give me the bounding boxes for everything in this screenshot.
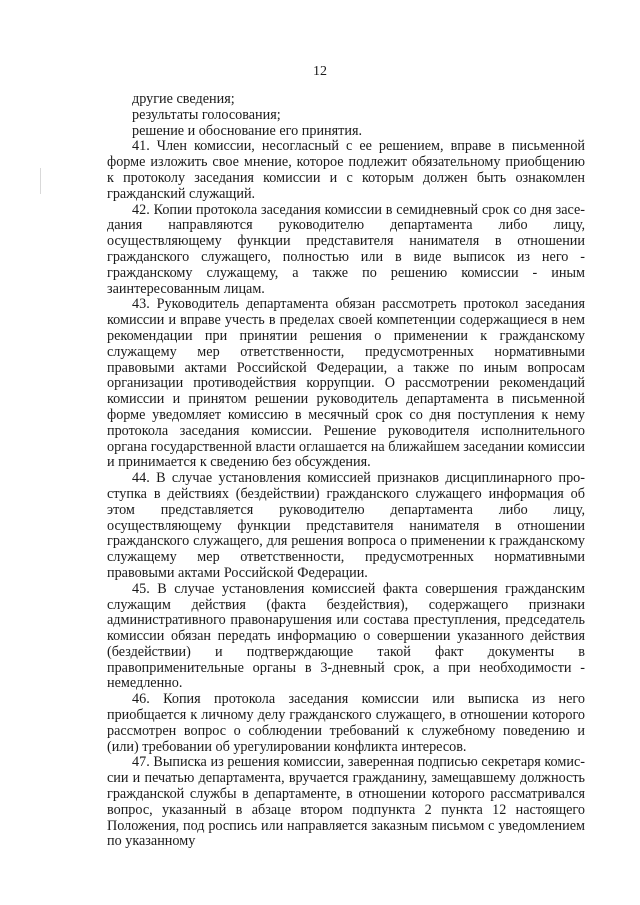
document-body — [107, 92, 585, 850]
list-item-other-info: другие сведения; — [132, 91, 235, 107]
paragraph-46: 46. Копия протокола заседания комиссии или выписка из него приобщается к личному делу гражданского служащего, в отношении которого рассмотрен вопрос о соблюдении требований к служебному поведению и (или) требовании об урегулировании конфликта интересов. — [107, 691, 585, 755]
paragraph-45: 45. В случае установления комиссией факта совершения гражданским служащим действия (факта бездействия), содержащего признаки административного правонарушения или состава преступления, председатель комиссии обязан передать информацию о совершении указанного действия (бездействии) и подтверждающие такой факт документы в правоприменительные органы в 3-дневный срок, а при необходимости - немедленно. — [107, 580, 585, 692]
margin-scan-mark — [40, 168, 41, 194]
paragraph-42: 42. Копии протокола заседания комиссии в семидневный срок со дня заседания направляются руководителю департамента либо лицу, осуществляющему функции представителя нанимателя в отношении гражданского служащего, полностью или в виде выписок из него - гражданскому служащему, а также по решению комиссии - иным заинтересованным лицам. — [107, 201, 585, 297]
paragraph-41: 41. Член комиссии, несогласный с ее решением, вправе в письменной форме изложить свое мнение, которое подлежит обязательному приобщению к протоколу заседания комиссии и с которым должен быть ознакомлен гражданский служащий. — [107, 138, 585, 202]
list-item-decision: решение и обоснование его принятия. — [132, 122, 363, 139]
paragraph-43: 43. Руководитель департамента обязан рассмотреть протокол заседания комиссии и вправе учесть в пределах своей компетенции содержащиеся в нем рекомендации при принятии решения о применении к гражданскому служащему мер ответственности, предусмотренных нормативными правовыми актами Российской Федерации, а также по иным вопросам организации противодействия коррупции. О рассмотрении рекомендаций комиссии и принятом решении руководитель департамента в письменной форме уведомляет комиссию в месячный срок со дня поступления к нему протокола заседания комиссии. Решение руководителя исполнительного органа государственной власти оглашается на ближайшем заседании комиссии и принимается к сведению без обсуждения. — [107, 296, 585, 471]
page-number: 12 — [313, 64, 327, 79]
paragraph-44: 44. В случае установления комиссией признаков дисциплинарного проступка в действиях (бездействии) гражданского служащего информация об этом представляется руководителю департамента либо лицу, осуществляющему функции представителя нанимателя в отношении гражданского служащего, для решения вопроса о применении к гражданскому служащему мер ответственности, предусмотренных нормативными правовыми актами Российской Федерации. — [107, 470, 585, 581]
list-item-voting-results: результаты голосования; — [132, 106, 281, 123]
paragraph-47: 47. Выписка из решения комиссии, заверенная подписью секретаря комиссии и печатью департамента, вручается гражданину, замещавшему должность гражданской службы в департаменте, в отношении которого рассматривался вопрос, указанный в абзаце втором подпункта 2 пункта 12 настоящего Положения, под роспись или направляется заказным письмом с уведомлением по указанному — [107, 754, 585, 850]
